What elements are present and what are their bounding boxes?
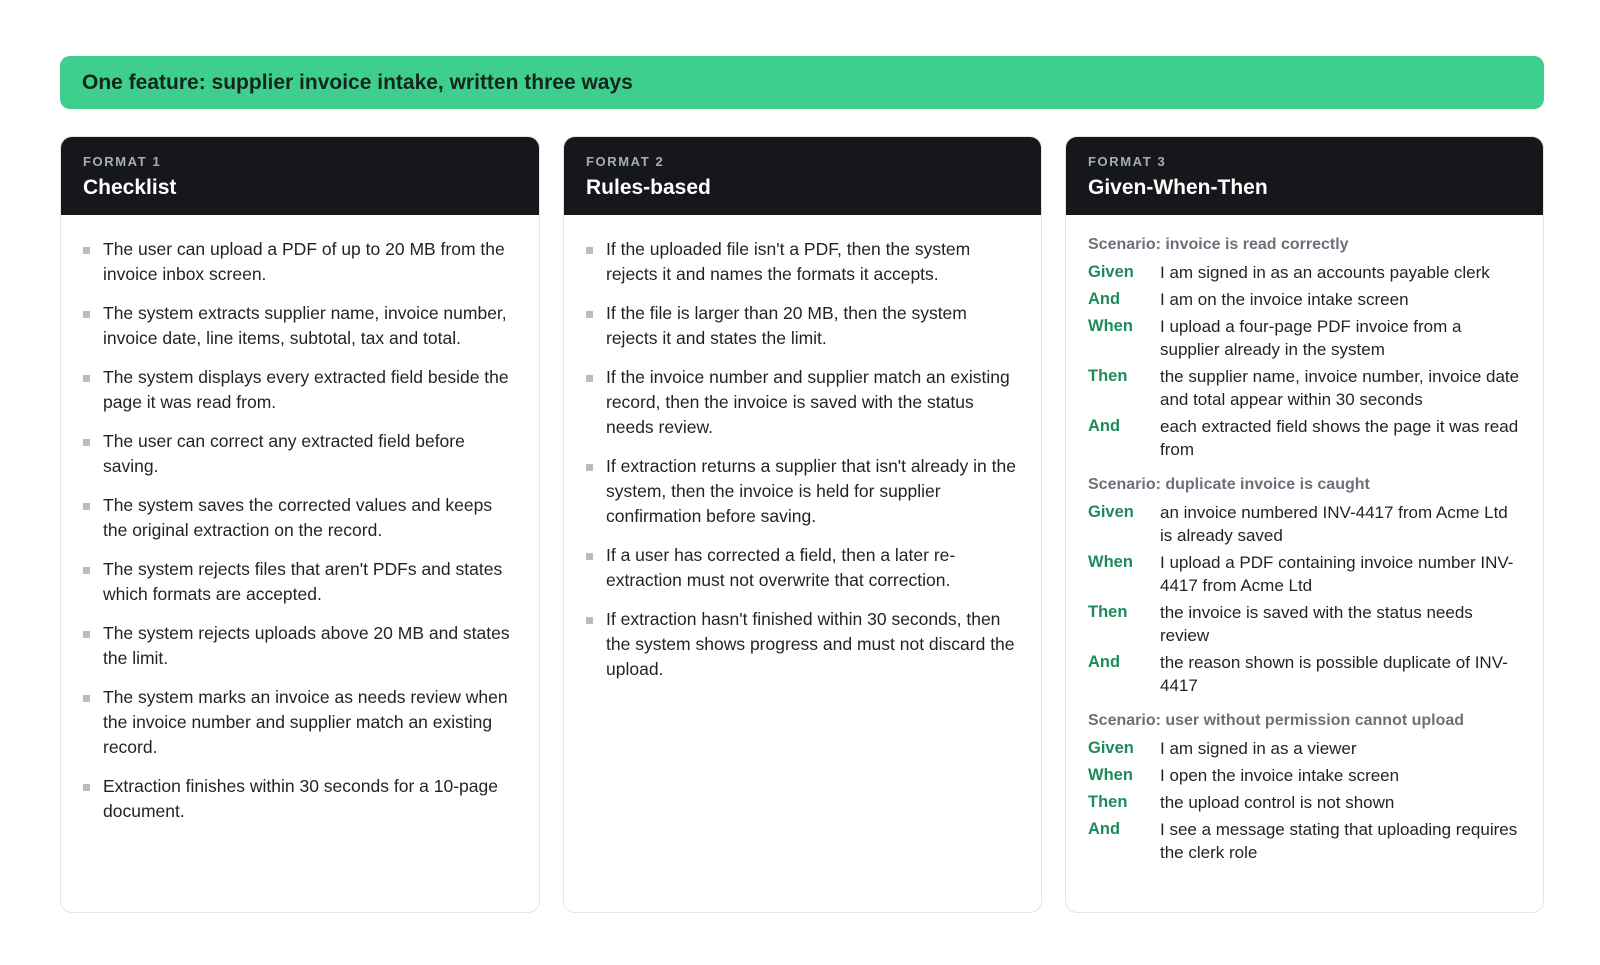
scenario-step xyxy=(1088,261,1521,284)
bullet-square-icon xyxy=(83,247,90,254)
page-title: One feature: supplier invoice intake, written three ways xyxy=(82,70,633,94)
scenario-step xyxy=(1088,551,1521,597)
bullet-square-icon xyxy=(83,631,90,638)
scenario-title: Scenario: duplicate invoice is caught xyxy=(1088,476,1370,493)
bullet-square-icon xyxy=(83,375,90,382)
card-title: Rules-based xyxy=(586,176,711,199)
scenario xyxy=(1088,475,1521,697)
card-title: Checklist xyxy=(83,176,177,199)
scenario-step xyxy=(1088,415,1521,461)
list-item: Extraction finishes within 30 seconds for a 10-page document. xyxy=(83,774,517,824)
list-item: The user can upload a PDF of up to 20 MB from the invoice inbox screen. xyxy=(83,237,517,287)
step-text: I upload a PDF containing invoice number INV-4417 from Acme Ltd xyxy=(1160,553,1514,595)
list-item: The system rejects files that aren't PDFs and states which formats are accepted. xyxy=(83,557,517,607)
card-title: Given-When-Then xyxy=(1088,176,1268,199)
step-keyword: Then xyxy=(1088,793,1128,811)
step-keyword: When xyxy=(1088,553,1133,571)
scenario-step xyxy=(1088,651,1521,697)
format-card-given-when-then xyxy=(1065,136,1544,913)
scenario-title: Scenario: invoice is read correctly xyxy=(1088,236,1349,253)
list-item: If the uploaded file isn't a PDF, then the system rejects it and names the formats it accepts. xyxy=(586,237,1019,287)
scenario-list xyxy=(1066,215,1543,864)
rules-items xyxy=(564,215,1041,682)
checklist-items xyxy=(61,215,539,824)
bullet-square-icon xyxy=(586,617,593,624)
list-item: If the invoice number and supplier match an existing record, then the invoice is saved with the status needs review. xyxy=(586,365,1019,440)
format-card-rules-based xyxy=(563,136,1042,913)
step-text: an invoice numbered INV-4417 from Acme Ltd is already saved xyxy=(1160,503,1508,545)
step-keyword: When xyxy=(1088,766,1133,784)
step-keyword: Then xyxy=(1088,603,1128,621)
scenario-step xyxy=(1088,737,1521,760)
bullet-square-icon xyxy=(83,503,90,510)
scenario-step xyxy=(1088,601,1521,647)
format-card-checklist xyxy=(60,136,540,913)
step-keyword: Given xyxy=(1088,503,1134,521)
bullet-square-icon xyxy=(586,553,593,560)
step-text: I open the invoice intake screen xyxy=(1160,766,1400,785)
bullet-square-icon xyxy=(586,375,593,382)
step-keyword: And xyxy=(1088,417,1121,435)
step-text: I am on the invoice intake screen xyxy=(1160,290,1409,309)
bullet-square-icon xyxy=(83,784,90,791)
step-keyword: And xyxy=(1088,290,1121,308)
step-keyword: Given xyxy=(1088,263,1134,281)
scenario xyxy=(1088,235,1521,461)
step-keyword: Then xyxy=(1088,367,1128,385)
scenario-step xyxy=(1088,791,1521,814)
step-keyword: And xyxy=(1088,820,1121,838)
list-item: The system rejects uploads above 20 MB and states the limit. xyxy=(83,621,517,671)
list-item: The system marks an invoice as needs review when the invoice number and supplier match an existing record. xyxy=(83,685,517,760)
step-text: I am signed in as a viewer xyxy=(1160,739,1357,758)
list-item: If the file is larger than 20 MB, then the system rejects it and states the limit. xyxy=(586,301,1019,351)
bullet-square-icon xyxy=(586,247,593,254)
list-item: The system saves the corrected values and keeps the original extraction on the record. xyxy=(83,493,517,543)
scenario-step xyxy=(1088,315,1521,361)
step-text: each extracted field shows the page it was read from xyxy=(1160,417,1519,459)
list-item: If extraction returns a supplier that isn't already in the system, then the invoice is held for supplier confirmation before saving. xyxy=(586,454,1019,529)
card-header xyxy=(61,137,539,215)
list-item: If a user has corrected a field, then a later re-extraction must not overwrite that correction. xyxy=(586,543,1019,593)
step-text: the upload control is not shown xyxy=(1160,793,1395,812)
step-text: the supplier name, invoice number, invoice date and total appear within 30 seconds xyxy=(1160,367,1520,409)
scenario-step xyxy=(1088,365,1521,411)
card-kicker: FORMAT 3 xyxy=(1088,154,1167,169)
card-kicker: FORMAT 1 xyxy=(83,154,162,169)
list-item: If extraction hasn't finished within 30 seconds, then the system shows progress and must not discard the upload. xyxy=(586,607,1019,682)
card-header xyxy=(564,137,1041,215)
scenario-title: Scenario: user without permission cannot upload xyxy=(1088,712,1465,729)
scenario-step xyxy=(1088,818,1521,864)
step-text: the reason shown is possible duplicate of INV-4417 xyxy=(1160,653,1508,695)
scenario-step xyxy=(1088,288,1521,311)
scenario xyxy=(1088,711,1521,864)
step-text: I see a message stating that uploading requires the clerk role xyxy=(1160,820,1518,862)
step-text: I am signed in as an accounts payable clerk xyxy=(1160,263,1490,282)
step-keyword: Given xyxy=(1088,739,1134,757)
bullet-square-icon xyxy=(586,464,593,471)
bullet-square-icon xyxy=(83,439,90,446)
bullet-square-icon xyxy=(586,311,593,318)
bullet-square-icon xyxy=(83,311,90,318)
list-item: The user can correct any extracted field before saving. xyxy=(83,429,517,479)
step-keyword: And xyxy=(1088,653,1121,671)
scenario-step xyxy=(1088,501,1521,547)
step-text: the invoice is saved with the status needs review xyxy=(1160,603,1473,645)
bullet-square-icon xyxy=(83,695,90,702)
step-text: I upload a four-page PDF invoice from a supplier already in the system xyxy=(1160,317,1462,359)
card-kicker: FORMAT 2 xyxy=(586,154,665,169)
bullet-square-icon xyxy=(83,567,90,574)
step-keyword: When xyxy=(1088,317,1133,335)
page-banner xyxy=(60,56,1544,109)
list-item: The system displays every extracted field beside the page it was read from. xyxy=(83,365,517,415)
scenario-step xyxy=(1088,764,1521,787)
list-item: The system extracts supplier name, invoice number, invoice date, line items, subtotal, tax and total. xyxy=(83,301,517,351)
card-header xyxy=(1066,137,1543,215)
